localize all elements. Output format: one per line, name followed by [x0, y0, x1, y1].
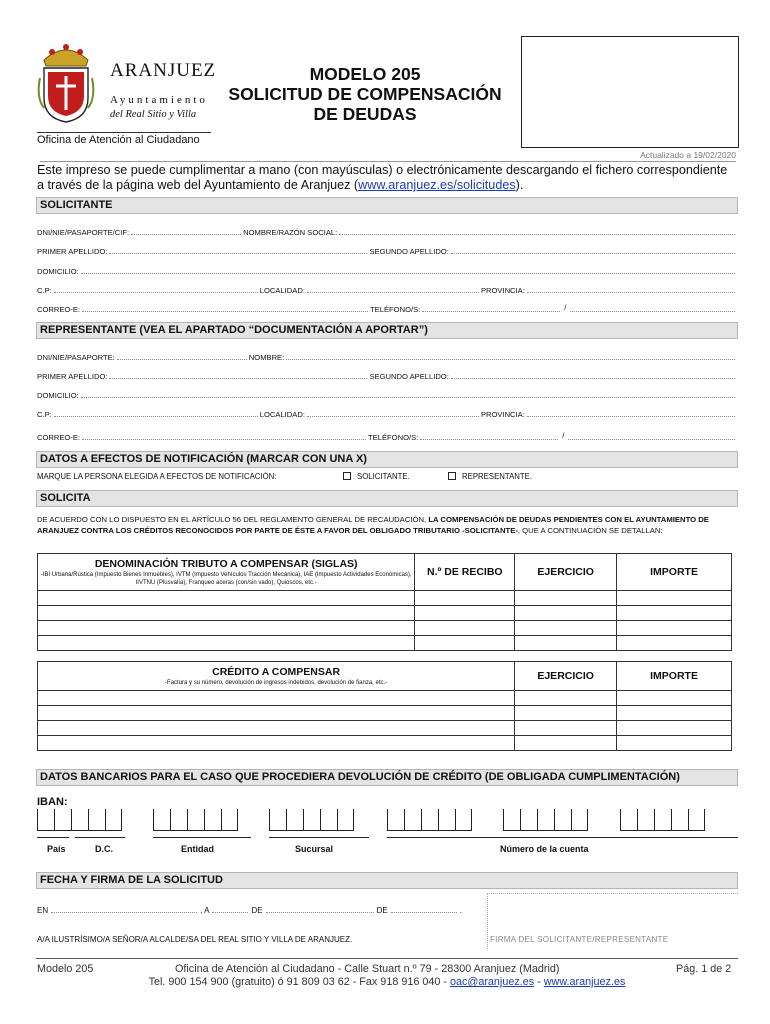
iban-digit[interactable]: [303, 809, 320, 831]
dc-caption: D.C.: [95, 844, 113, 854]
debts-col-tributo-title: DENOMINACIÓN TRIBUTO A COMPENSAR (SIGLAS): [94, 557, 358, 570]
credits-col-credito: [38, 662, 515, 691]
entidad-caption: Entidad: [181, 844, 214, 854]
table-row: [38, 606, 732, 621]
debts-col-tributo: [38, 554, 415, 591]
telefono1-field[interactable]: [422, 311, 560, 312]
iban-digit[interactable]: [520, 809, 537, 831]
table-cell[interactable]: [617, 636, 732, 651]
nombre-label: NOMBRE/RAZÓN SOCIAL:: [243, 228, 338, 237]
apellido1-field[interactable]: [109, 253, 367, 254]
pais-underline: [37, 837, 69, 838]
debts-table: [37, 553, 732, 651]
rep-domicilio-label: DOMICILIO:: [37, 391, 79, 400]
credits-col-credito-hint: -Factura y su número, devolución de ingresos indebidos, devolución de fianza, etc.-: [165, 679, 388, 686]
iban-digit[interactable]: [455, 809, 472, 831]
credits-col-ejercicio: EJERCICIO: [515, 662, 617, 691]
iban-digit[interactable]: [620, 809, 637, 831]
footer-contact: [37, 976, 737, 988]
notification-choice-row: [37, 472, 737, 484]
table-cell[interactable]: [617, 691, 732, 706]
dni-field[interactable]: [131, 234, 241, 235]
debts-header-row: [38, 554, 732, 591]
provincia-label: PROVINCIA:: [480, 286, 525, 295]
table-cell[interactable]: [415, 606, 515, 621]
table-cell[interactable]: [617, 706, 732, 721]
table-cell[interactable]: [38, 736, 515, 751]
solicitante-checkbox[interactable]: [343, 472, 351, 480]
rep-provincia-field[interactable]: [527, 416, 735, 417]
table-cell[interactable]: [617, 721, 732, 736]
iban-digit[interactable]: [503, 809, 520, 831]
table-cell[interactable]: [515, 591, 617, 606]
iban-digit[interactable]: [337, 809, 354, 831]
iban-digit[interactable]: [688, 809, 705, 831]
section-firma: FECHA Y FIRMA DE LA SOLICITUD: [36, 872, 738, 889]
table-row: [38, 691, 732, 706]
table-row: [38, 591, 732, 606]
iban-digit[interactable]: [320, 809, 337, 831]
table-cell[interactable]: [515, 621, 617, 636]
table-row: [38, 706, 732, 721]
updated-date: Actualizado a 19/02/2020: [40, 150, 736, 162]
iban-digit[interactable]: [170, 809, 187, 831]
footer-web-link[interactable]: www.aranjuez.es: [543, 976, 626, 988]
footer-divider: [36, 958, 738, 959]
iban-digit[interactable]: [404, 809, 421, 831]
rep-apellido2-field[interactable]: [451, 378, 735, 379]
solicita-text-end: , QUE A CONTINUACIÓN SE DETALLAN:: [517, 525, 663, 535]
title-line-2: SOLICITUD DE COMPENSACIÓN: [228, 84, 502, 104]
rep-cp-field[interactable]: [54, 416, 258, 417]
representante-row-contacto: [37, 430, 737, 442]
pais-caption: País: [47, 844, 66, 854]
solicitante-row-id: [37, 225, 737, 237]
iban-digit[interactable]: [187, 809, 204, 831]
debts-col-importe: IMPORTE: [617, 554, 732, 591]
table-cell[interactable]: [617, 736, 732, 751]
title-line-3: DE DEUDAS: [313, 104, 417, 124]
rep-apellido2-label: SEGUNDO APELLIDO:: [369, 372, 449, 381]
rep-dni-label: DNI/NIE/PASAPORTE:: [37, 353, 115, 362]
sucursal-caption: Sucursal: [295, 844, 334, 854]
iban-digit[interactable]: [37, 809, 54, 831]
representante-row-apellidos: [37, 369, 737, 381]
footer-dash: -: [534, 976, 544, 988]
table-row: [38, 736, 732, 751]
cp-field[interactable]: [54, 292, 258, 293]
town-name: ARANJUEZ: [110, 60, 217, 81]
solicita-text-bold: LA COMPENSACIÓN DE DEUDAS PENDIENTES CON EL AYUNTAMIENTO DE ARANJUEZ CONTRA LOS CRÉDITOS RECONOCIDOS POR PARTE DE ÉSTE A FAVOR DEL OBLIGADO TRIBUTARIO -SOLICITANTE-: [37, 515, 709, 535]
fecha-lugar-field[interactable]: [51, 912, 197, 913]
office-divider: [37, 132, 211, 133]
option-representante[interactable]: [448, 472, 532, 481]
fecha-mes-field[interactable]: [266, 912, 374, 913]
table-cell[interactable]: [38, 691, 515, 706]
nombre-field[interactable]: [339, 234, 735, 235]
town-subtitle: del Real Sitio y Villa: [110, 109, 197, 120]
table-cell[interactable]: [415, 591, 515, 606]
iban-digit[interactable]: [221, 809, 238, 831]
fecha-de2-label: DE: [376, 906, 388, 915]
ayuntamiento-label: Ayuntamiento: [110, 94, 208, 106]
option-solicitante[interactable]: [343, 472, 410, 481]
title-line-1: MODELO 205: [309, 64, 421, 84]
solicitudes-link[interactable]: www.aranjuez.es/solicitudes: [358, 178, 516, 192]
telefono2-field[interactable]: [570, 311, 735, 312]
iban-block-5[interactable]: [503, 809, 588, 831]
rep-apellido1-label: PRIMER APELLIDO:: [37, 372, 108, 381]
iban-digit[interactable]: [421, 809, 438, 831]
section-solicita: SOLICITA: [36, 490, 738, 507]
section-solicitante: SOLICITANTE: [36, 197, 738, 214]
solicitante-row-localidad: [37, 283, 737, 295]
entidad-underline: [153, 837, 251, 838]
localidad-field[interactable]: [307, 292, 479, 293]
iban-digit[interactable]: [204, 809, 221, 831]
footer-phones: Tel. 900 154 900 (gratuito) ó 91 809 03 62 - Fax 918 916 040 -: [148, 976, 450, 988]
representante-row-id: [37, 350, 737, 362]
footer-email-link[interactable]: oac@aranjuez.es: [449, 976, 535, 988]
solicitante-row-contacto: [37, 302, 737, 314]
office-name: Oficina de Atención al Ciudadano: [37, 134, 200, 146]
signature-label: FIRMA DEL SOLICITANTE/REPRESENTANTE: [490, 935, 669, 944]
solicitante-row-domicilio: [37, 264, 737, 276]
table-cell[interactable]: [515, 606, 617, 621]
fecha-dia-field[interactable]: [212, 912, 248, 913]
rep-cp-label: C.P:: [37, 410, 52, 419]
cp-label: C.P:: [37, 286, 52, 295]
table-cell[interactable]: [415, 636, 515, 651]
sucursal-underline: [269, 837, 369, 838]
registry-stamp-box: [521, 36, 739, 148]
rep-dni-field[interactable]: [117, 359, 247, 360]
solicita-text-start: DE ACUERDO CON LO DISPUESTO EN EL ARTÍCULO 56 DEL REGLAMENTO GENERAL DE RECAUDACIÓN,: [37, 515, 429, 524]
domicilio-field[interactable]: [81, 273, 735, 274]
apellido1-label: PRIMER APELLIDO:: [37, 247, 108, 256]
table-cell[interactable]: [617, 606, 732, 621]
provincia-field[interactable]: [527, 292, 735, 293]
iban-digit[interactable]: [286, 809, 303, 831]
iban-digit[interactable]: [438, 809, 455, 831]
coat-of-arms-icon: [36, 38, 96, 124]
table-cell[interactable]: [515, 736, 617, 751]
rep-localidad-field[interactable]: [307, 416, 479, 417]
iban-digit[interactable]: [637, 809, 654, 831]
table-cell[interactable]: [38, 621, 415, 636]
solicitante-row-apellidos: [37, 244, 737, 256]
fecha-de1-label: DE: [251, 906, 263, 915]
iban-block-3[interactable]: [269, 809, 354, 831]
rep-nombre-label: NOMBRE:: [248, 353, 285, 362]
telefono-separator: /: [564, 303, 567, 312]
representante-row-domicilio: [37, 388, 737, 400]
iban-digit[interactable]: [537, 809, 554, 831]
iban-digit[interactable]: [571, 809, 588, 831]
table-cell[interactable]: [38, 636, 415, 651]
alcalde-address: A/A ILUSTRÍSIMO/A SEÑOR/A ALCALDE/SA DEL REAL SITIO Y VILLA DE ARANJUEZ.: [37, 935, 353, 944]
table-cell[interactable]: [38, 706, 515, 721]
table-row: [38, 636, 732, 651]
form-title: [210, 64, 520, 124]
telefono-label: TELÉFONO/S:: [370, 305, 421, 314]
iban-label: IBAN:: [37, 796, 68, 808]
municipal-logo: [36, 38, 216, 128]
rep-domicilio-field[interactable]: [81, 397, 735, 398]
table-cell[interactable]: [617, 621, 732, 636]
correo-label: CORREO-E:: [37, 305, 81, 314]
rep-nombre-field[interactable]: [286, 359, 735, 360]
solicita-paragraph: [37, 515, 737, 536]
footer-page: Pág. 1 de 2: [676, 963, 732, 975]
representante-row-localidad: [37, 407, 737, 419]
cuenta-caption: Número de la cuenta: [500, 844, 589, 854]
rep-telefono-label: TELÉFONO/S:: [368, 433, 419, 442]
option-representante-label: REPRESENTANTE.: [462, 472, 533, 481]
iban-block-6[interactable]: [620, 809, 705, 831]
table-row: [38, 621, 732, 636]
rep-telefono2-field[interactable]: [568, 439, 735, 440]
iban-digit[interactable]: [269, 809, 286, 831]
dni-label: DNI/NIE/PASAPORTE/CIF:: [37, 228, 130, 237]
section-representante: REPRESENTANTE (VEA EL APARTADO “DOCUMENTACIÓN A APORTAR”): [36, 322, 738, 339]
rep-correo-label: CORREO-E:: [37, 433, 81, 442]
iban-digit[interactable]: [54, 809, 71, 831]
iban-block-1[interactable]: [37, 809, 122, 831]
section-bancarios: DATOS BANCARIOS PARA EL CASO QUE PROCEDIERA DEVOLUCIÓN DE CRÉDITO (DE OBLIGADA CUMPLIMENTACIÓN): [36, 769, 738, 786]
debts-col-ejercicio: EJERCICIO: [515, 554, 617, 591]
iban-digit[interactable]: [71, 809, 88, 831]
option-solicitante-label: SOLICITANTE.: [357, 472, 410, 481]
cuenta-underline: [387, 837, 738, 838]
intro-end: ).: [515, 178, 524, 192]
localidad-label: LOCALIDAD:: [259, 286, 305, 295]
debts-col-tributo-hint: -IBI Urbana/Rústica (Impuesto Bienes Inmuebles), IVTM (Impuesto Vehículos Tracción Mecánica), IAE (Impuesto Actividades Económicas), IIVTNU (Plusvalía), Franqueo aceras (con/sin vado), Quioscos, etc.-: [40, 571, 412, 586]
table-cell[interactable]: [515, 706, 617, 721]
table-cell[interactable]: [515, 636, 617, 651]
rep-telefono1-field[interactable]: [420, 439, 558, 440]
intro-paragraph: [37, 163, 737, 193]
table-cell[interactable]: [415, 621, 515, 636]
table-cell[interactable]: [38, 721, 515, 736]
correo-field[interactable]: [82, 311, 368, 312]
credits-col-credito-title: CRÉDITO A COMPENSAR: [212, 665, 341, 678]
iban-digit[interactable]: [387, 809, 404, 831]
fecha-row: [37, 905, 477, 915]
notification-prompt: MARQUE LA PERSONA ELEGIDA A EFECTOS DE NOTIFICACIÓN:: [37, 472, 277, 481]
table-cell[interactable]: [38, 606, 415, 621]
iban-digit[interactable]: [153, 809, 170, 831]
representante-checkbox[interactable]: [448, 472, 456, 480]
iban-digit[interactable]: [105, 809, 122, 831]
fecha-anio-field[interactable]: [391, 912, 457, 913]
apellido2-label: SEGUNDO APELLIDO:: [369, 247, 449, 256]
iban-block-2[interactable]: [153, 809, 238, 831]
table-row: [38, 721, 732, 736]
table-cell[interactable]: [515, 691, 617, 706]
fecha-a-label: , A: [200, 906, 210, 915]
rep-provincia-label: PROVINCIA:: [480, 410, 525, 419]
rep-localidad-label: LOCALIDAD:: [259, 410, 305, 419]
iban-digit[interactable]: [671, 809, 688, 831]
apellido2-field[interactable]: [451, 253, 735, 254]
credits-col-importe: IMPORTE: [617, 662, 732, 691]
debts-col-recibo: N.º DE RECIBO: [415, 554, 515, 591]
fecha-en-label: EN: [37, 906, 49, 915]
credits-table: [37, 661, 732, 751]
iban-digit[interactable]: [654, 809, 671, 831]
rep-telefono-separator: /: [562, 431, 565, 440]
iban-digit[interactable]: [88, 809, 105, 831]
fecha-end: .: [459, 906, 462, 915]
table-cell[interactable]: [38, 591, 415, 606]
rep-apellido1-field[interactable]: [109, 378, 367, 379]
footer-address: Oficina de Atención al Ciudadano - Calle Stuart n.º 79 - 28300 Aranjuez (Madrid): [175, 963, 560, 975]
dc-underline: [75, 837, 125, 838]
domicilio-label: DOMICILIO:: [37, 267, 79, 276]
iban-digit[interactable]: [554, 809, 571, 831]
intro-text: Este impreso se puede cumplimentar a mano (con mayúsculas) o electrónicamente descargando el fichero correspondiente a través de la página web del Ayuntamiento de Aranjuez (: [37, 163, 728, 192]
iban-block-4[interactable]: [387, 809, 472, 831]
section-notificacion: DATOS A EFECTOS DE NOTIFICACIÓN (MARCAR CON UNA X): [36, 451, 738, 468]
table-cell[interactable]: [515, 721, 617, 736]
footer-modelo: Modelo 205: [37, 963, 94, 975]
table-cell[interactable]: [617, 591, 732, 606]
credits-header-row: [38, 662, 732, 691]
rep-correo-field[interactable]: [82, 439, 366, 440]
